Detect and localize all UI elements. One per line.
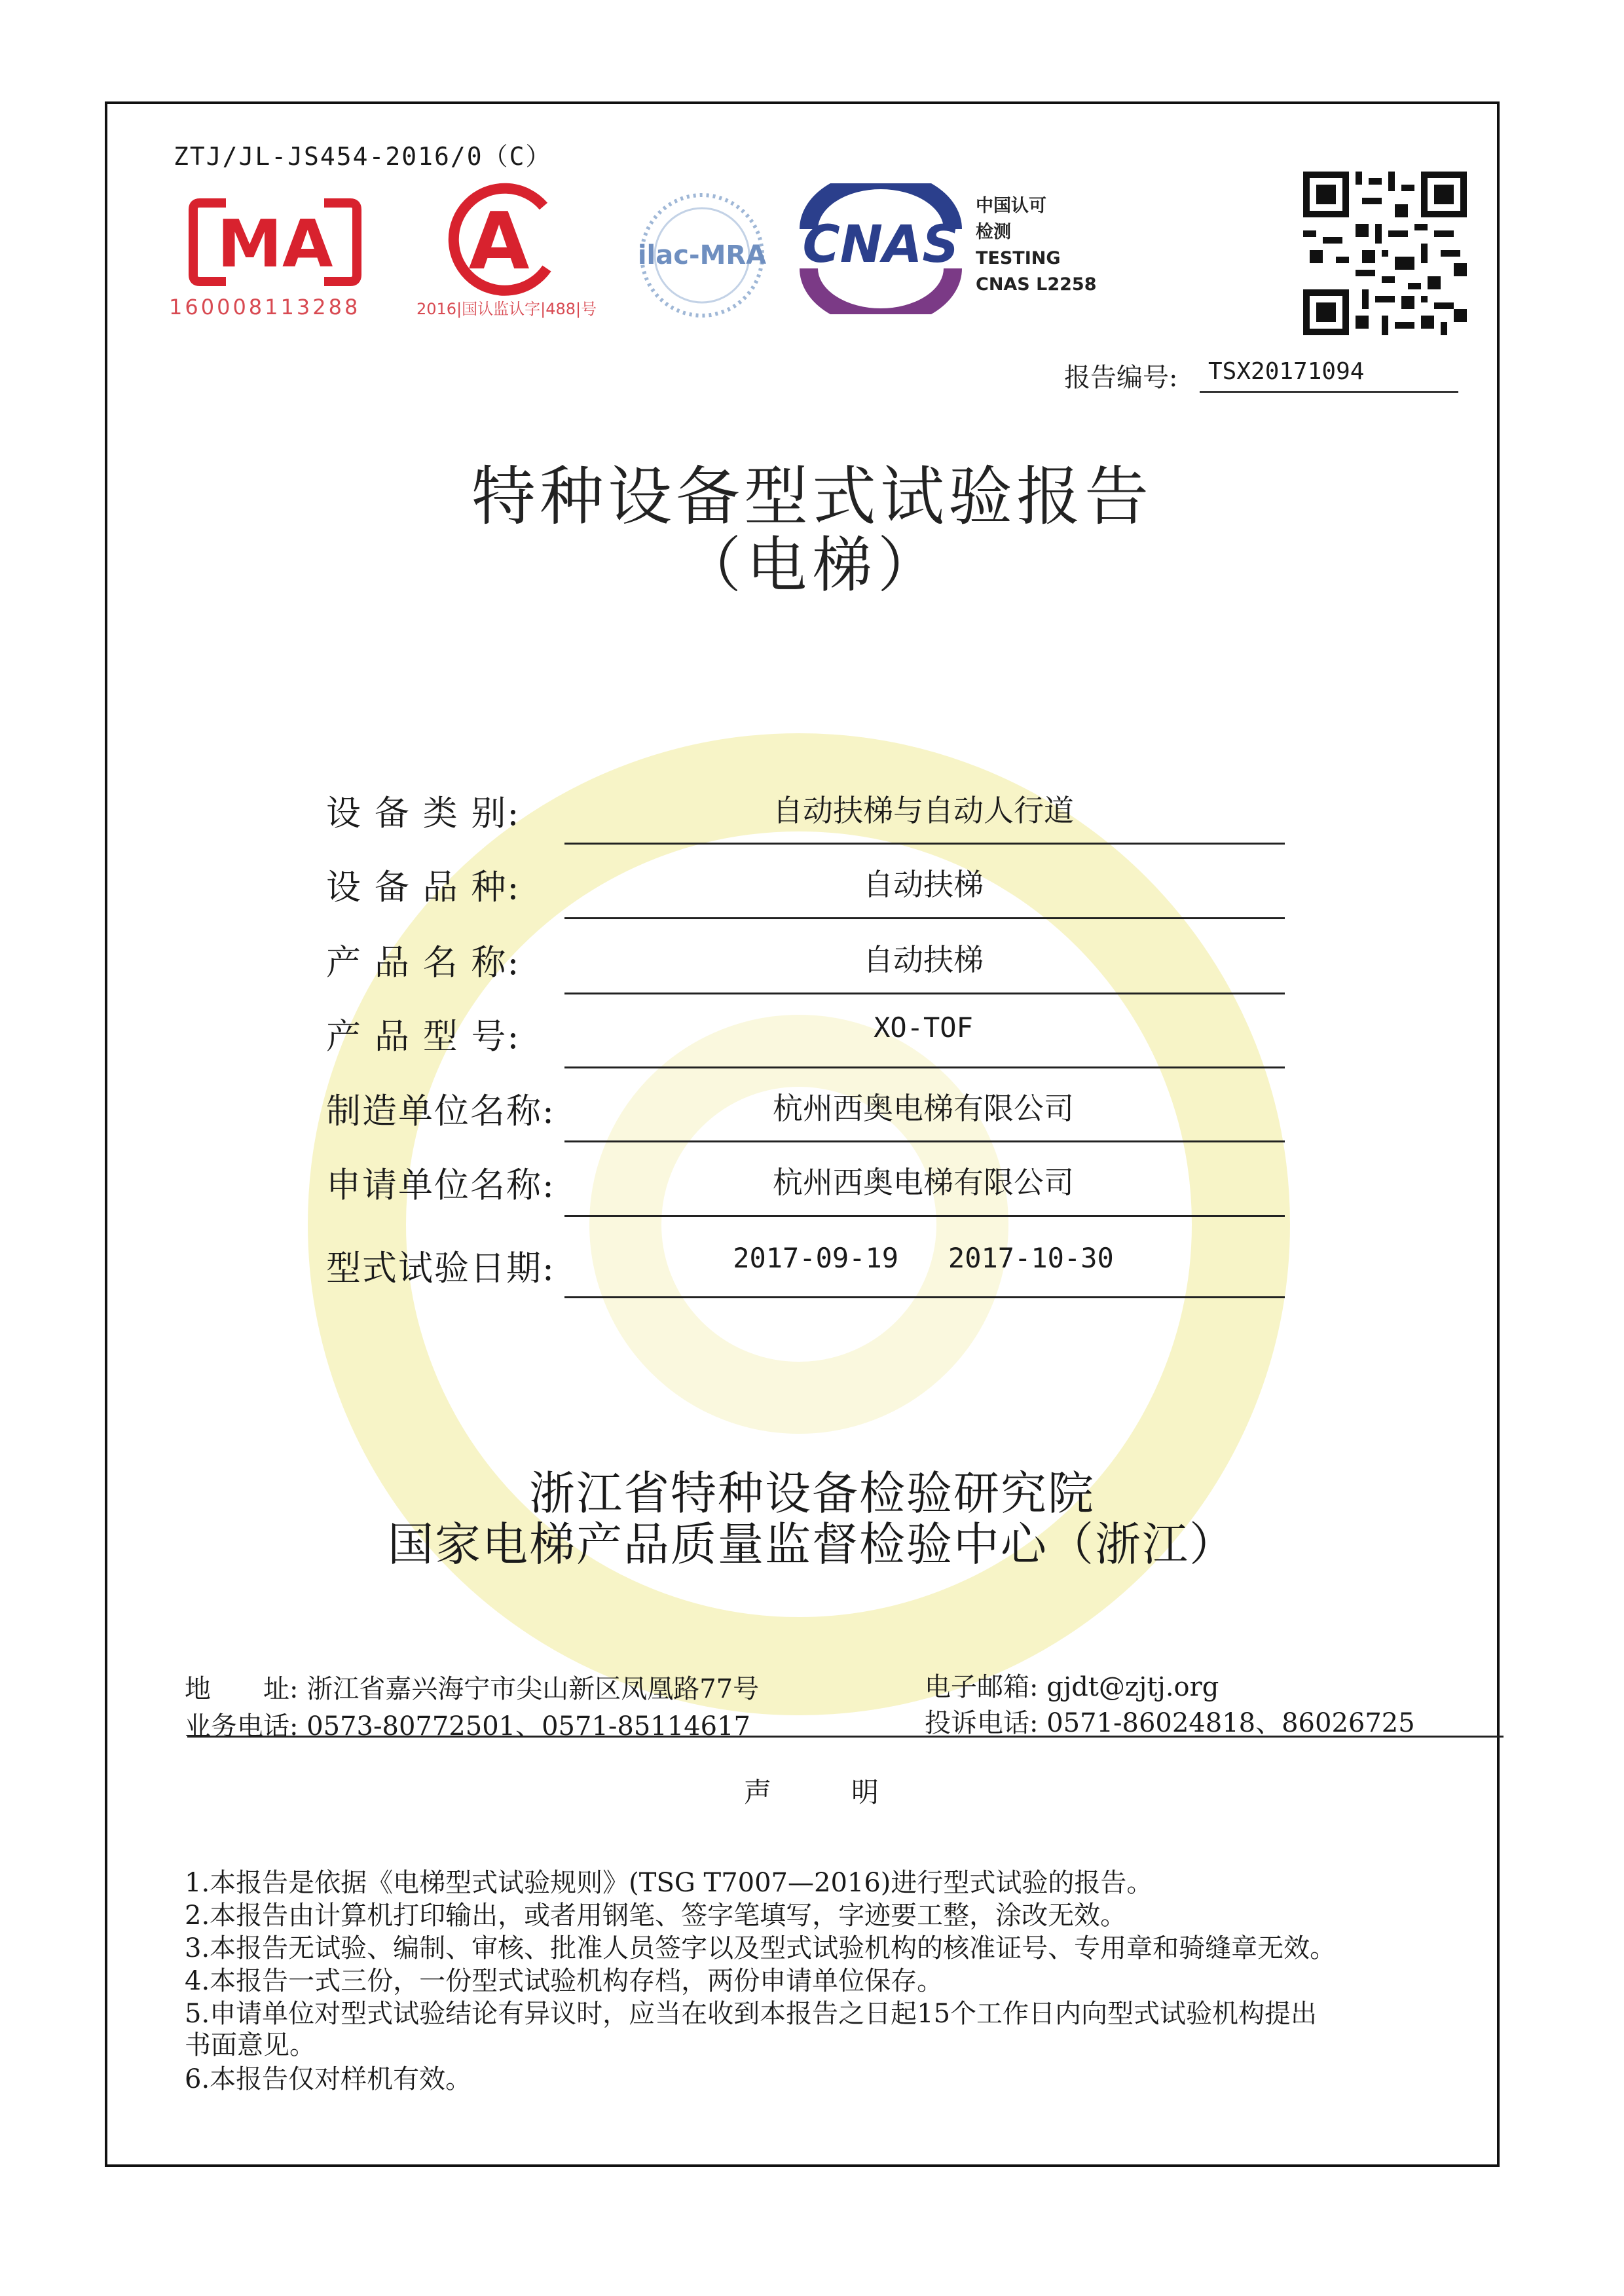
info-value-manufacturer: 杭州西奥电梯有限公司 bbox=[773, 1091, 1074, 1126]
info-label-applicant: 申请单位名称: bbox=[326, 1165, 555, 1205]
cnas-line3: TESTING bbox=[976, 248, 1061, 268]
declaration-item: 书面意见。 bbox=[185, 2030, 316, 2060]
info-underline bbox=[564, 1215, 1285, 1217]
info-label-manufacturer: 制造单位名称: bbox=[326, 1091, 555, 1131]
declaration-item: 3.本报告无试验、编制、审核、批准人员签字以及型式试验机构的核准证号、专用章和骑缝章无效。 bbox=[185, 1933, 1337, 1963]
info-value-product-name: 自动扶梯 bbox=[863, 942, 984, 977]
cnas-line2: 检测 bbox=[976, 222, 1011, 242]
declaration-item: 1.本报告是依据《电梯型式试验规则》(TSG T7007—2016)进行型式试验的报告。 bbox=[185, 1868, 1153, 1898]
info-label-model: 产 品 型 号: bbox=[326, 1017, 521, 1057]
declaration-title-char: 明 bbox=[851, 1776, 881, 1808]
declaration-item: 4.本报告一式三份，一份型式试验机构存档，两份申请单位保存。 bbox=[185, 1966, 944, 1996]
cal-caption: 2016|国认监认字|488|号 bbox=[416, 300, 597, 318]
info-underline bbox=[564, 1066, 1285, 1068]
organization-name: 浙江省特种设备检验研究院 bbox=[529, 1467, 1095, 1520]
report-number-value: TSX20171094 bbox=[1208, 358, 1365, 385]
info-value-variety: 自动扶梯 bbox=[863, 867, 984, 902]
info-label-test-date: 型式试验日期: bbox=[326, 1248, 555, 1288]
info-underline bbox=[564, 1296, 1285, 1298]
report-title: 特种设备型式试验报告 bbox=[471, 460, 1153, 534]
declaration-item: 6.本报告仅对样机有效。 bbox=[185, 2064, 472, 2094]
info-value-applicant: 杭州西奥电梯有限公司 bbox=[773, 1165, 1074, 1200]
report-subtitle: （电梯） bbox=[680, 530, 943, 600]
cal-logo bbox=[432, 180, 570, 298]
business-phone: 业务电话: 0573-80772501、0571-85114617 bbox=[185, 1711, 751, 1741]
declaration-item: 5.申请单位对型式试验结论有异议时，应当在收到本报告之日起15个工作日内向型式试验机构提出 bbox=[185, 1999, 1318, 2029]
ilac-mra-logo bbox=[629, 187, 776, 324]
info-value-test-date: 2017-09-19 2017-10-30 bbox=[733, 1242, 1114, 1274]
qr-code-icon bbox=[1303, 172, 1467, 335]
info-label-product-name: 产 品 名 称: bbox=[326, 943, 521, 983]
contact-separator bbox=[187, 1736, 1504, 1738]
declaration-item: 2.本报告由计算机打印输出，或者用钢笔、签字笔填写，字迹要工整，涂改无效。 bbox=[185, 1901, 1127, 1931]
ilac-text: ilac-MRA bbox=[637, 240, 767, 270]
report-frame bbox=[105, 101, 1500, 2167]
cma-mark: MA bbox=[217, 206, 333, 282]
document-code: ZTJ/JL-JS454-2016/0（C） bbox=[174, 142, 552, 171]
email: 电子邮箱: gjdt@zjtj.org bbox=[925, 1672, 1219, 1702]
info-underline bbox=[564, 917, 1285, 919]
info-underline bbox=[564, 843, 1285, 845]
info-label-variety: 设 备 品 种: bbox=[326, 867, 521, 907]
cnas-line4: CNAS L2258 bbox=[976, 274, 1097, 295]
address: 地 址: 浙江省嘉兴海宁市尖山新区凤凰路77号 bbox=[185, 1674, 760, 1704]
report-number-underline bbox=[1200, 391, 1458, 393]
cma-logo bbox=[187, 193, 363, 291]
cnas-line1: 中国认可 bbox=[976, 196, 1046, 216]
info-underline bbox=[564, 1140, 1285, 1142]
info-value-category: 自动扶梯与自动人行道 bbox=[773, 793, 1074, 828]
cal-mark: A bbox=[468, 196, 530, 287]
cma-number: 160008113288 bbox=[169, 295, 361, 319]
cnas-caption bbox=[976, 193, 1097, 298]
declaration-title bbox=[0, 1771, 1624, 1810]
cnas-mark: CNAS bbox=[802, 215, 959, 274]
report-number-label: 报告编号: bbox=[1064, 363, 1178, 393]
info-underline bbox=[564, 993, 1285, 994]
complaint-phone: 投诉电话: 0571-86024818、86026725 bbox=[925, 1708, 1415, 1738]
organization-center: 国家电梯产品质量监督检验中心（浙江） bbox=[388, 1518, 1236, 1571]
info-label-category: 设 备 类 别: bbox=[326, 793, 521, 833]
info-value-model: XO-TOF bbox=[874, 1011, 973, 1044]
declaration-title-char: 声 bbox=[743, 1776, 773, 1808]
cnas-logo bbox=[792, 183, 969, 314]
